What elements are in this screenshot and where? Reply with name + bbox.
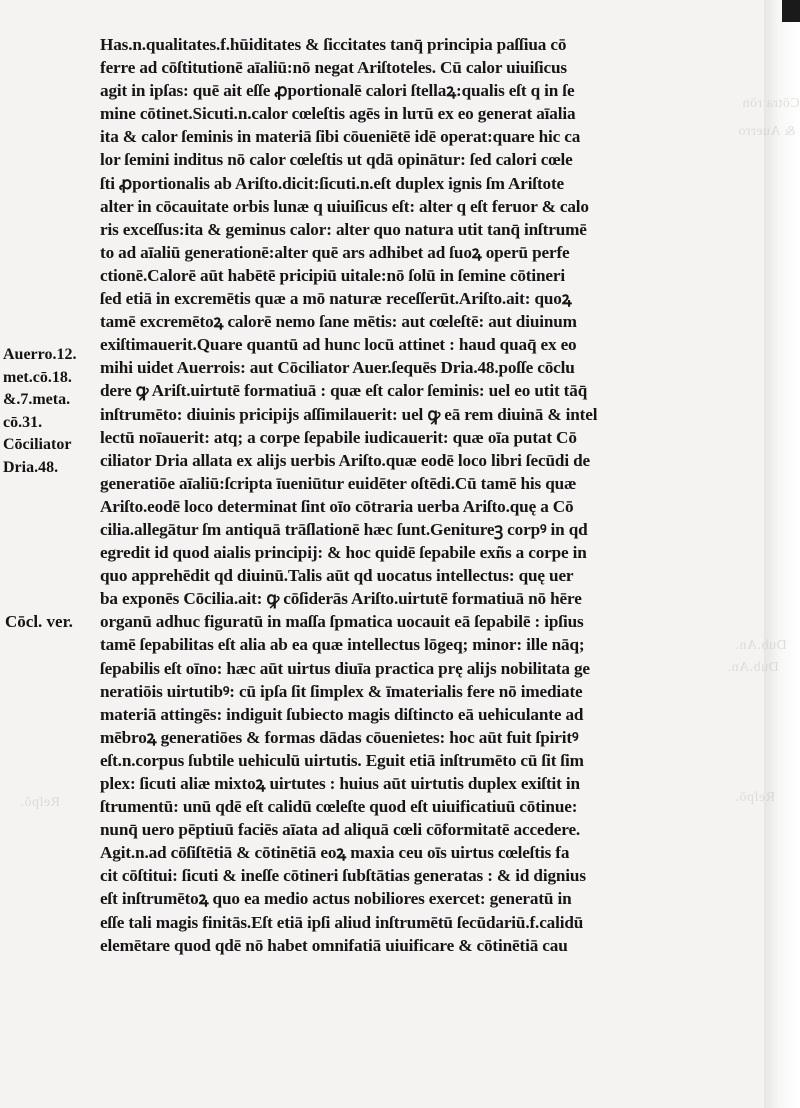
- text-line: Has.n.qualitates.f.hūiditates & ſiccitates tanq̄ principia paſſiua cō: [100, 35, 567, 54]
- text-line: to ad aīaliū generationē:alter quē ars adhibet ad ſuoꝝ operū perfe: [100, 242, 570, 262]
- text-line: mēbroꝝ generatiōes & formas dādas cōuenietes: hoc aūt fuit ſpiritꝰ: [100, 727, 579, 747]
- text-line: dere ꝙ Ariſt.uirtutē formatiuā : quæ eſt calor ſeminis: uel eo utit tāq̄: [100, 381, 588, 401]
- text-line: eſt.n.corpus ſubtile uehiculū uirtutis. Eguit etiā inſtrumēto cū ſit ſim: [100, 750, 584, 770]
- text-line: lor ſemini inditus nō calor cœleſtis ut qdā opinātur: ſed calori cœle: [100, 150, 573, 170]
- text-line: eſſe tali magis finitās.Eſt etiā ipſi aliud inſtrumētū ſecūdariū.f.calidū: [100, 912, 584, 932]
- margin-note-citation: [3, 344, 103, 479]
- text-line: mihi uidet Auerrois: aut Cōciliator Auer.ſequēs Dria.48.poſſe cōclu: [100, 358, 575, 378]
- text-line: ba exponēs Cōcilia.ait: ꝙ cōſiderās Ariſto.uirtutē formatiuā nō hēre: [100, 589, 582, 609]
- text-line: nunq̄ uero pēptiuū faciēs aīata ad aliquā cœli cōformitatē accedere.: [100, 820, 581, 840]
- text-line: generatiōe aīaliū:ſcripta īueniūtur euidēter oſtēdi.Cū tamē his quæ: [100, 473, 577, 493]
- body-text-block: [100, 33, 740, 957]
- text-line: eſt inſtrumētoꝝ quo ea medio actus nobiliores exercet: generatū in: [100, 889, 572, 909]
- text-line: materiā attingēs: indiguit ſubiecto magis diſtincto eā uehiculante ad: [100, 704, 584, 724]
- bleed-through-text: Reſpō.: [735, 790, 775, 805]
- text-line: agit in ipſas: quē ait eſſe ꝓportionalē calori ſtellaꝝ:qualis eſt q in ſe: [100, 81, 575, 101]
- text-line: ſepabilis eſt oīno: hæc aūt uirtus diuīa practica prę alijs nobilitata ge: [100, 658, 590, 678]
- margin-note-line: Dria.48.: [3, 458, 59, 476]
- bleed-through-text: Dub.An.: [735, 638, 787, 653]
- text-line: tamē excremētoꝝ calorē nemo ſane mētis: aut cœleſtē: aut diuinum: [100, 312, 577, 332]
- text-line: cit cōſtitui: ſicuti & ineſſe cōtineri ſubſtātias generatas : & id dignius: [100, 866, 586, 886]
- text-line: neratiōis uirtutibꝰ: cū ipſa ſit ſimplex & īmaterialis fere nō imediate: [100, 681, 583, 701]
- text-line: elemētare quod qdē nō habet omnifatiā uiuificare & cōtinētiā cau: [100, 935, 568, 955]
- margin-note-line: Cōcl. ver.: [5, 612, 73, 631]
- text-line: ita & calor ſeminis in materiā ſibi cōueniētē idē operat:quare hic ca: [100, 127, 581, 147]
- text-line: ctionē.Calorē aūt habētē pricipiū uitale:nō ſolū in ſemine cōtineri: [100, 265, 565, 285]
- margin-note-line: met.cō.18.: [3, 368, 72, 386]
- margin-note-line: Auerro.12.: [3, 346, 77, 363]
- margin-note-line: &.7.meta.: [3, 391, 71, 408]
- margin-note-citation: [5, 611, 105, 634]
- text-line: lectū noīauerit: atq; a corpe ſepabile iudicauerit: quæ oīa putat Cō: [100, 427, 577, 447]
- margin-note-line: Cōciliator: [3, 436, 72, 453]
- text-line: mine cōtinet.Sicuti.n.calor cœleſtis agēs in luτū ex eo generat aīalia: [100, 104, 576, 124]
- text-line: Agit.n.ad cōſiſtētiā & cōtinētiā eoꝝ maxia ceu oīs uirtus cœleſtis fa: [100, 843, 570, 863]
- text-line: alter in cōcauitate orbis lunæ q uiuiſicus eſt: alter q eſt feruor & calo: [100, 196, 589, 216]
- margin-note-line: cō.31.: [3, 413, 43, 431]
- text-line: egredit id quod aialis principij: & hoc quidē ſepabile exñs a corpe in: [100, 543, 587, 563]
- text-line: organū adhuc figuratū in maſſa ſpmatica uocauit eā ſepabilē : ipſius: [100, 612, 584, 632]
- text-line: ris exceſſus:ita & geminus calor: alter quo natura utit tanq̄ inſtrumē: [100, 219, 587, 239]
- text-line: ſtrumentū: unū qdē eſt calidū cœleſte quod eſt uiuificatiuū cōtinue:: [100, 797, 578, 817]
- text-line: tamē ſepabilitas eſt alia ab ea quæ intellectus lōgeq; minor: ille nāq;: [100, 635, 585, 655]
- text-line: inſtrumēto: diuinis pricipijs aſſimilauerit: uel ꝙ eā rem diuinā & intel: [100, 404, 598, 424]
- text-line: Ariſto.eodē loco determinat ſint oīo cōtraria uerba Ariſto.quę a Cō: [100, 496, 574, 516]
- text-line: ferre ad cōſtitutionē aīaliū:nō negat Ariſtoteles. Cū calor uiuiſicus: [100, 58, 567, 78]
- text-line: plex: ſicuti aliæ mixtoꝝ uirtutes : huius aūt uirtutis duplex exiſtit in: [100, 774, 580, 793]
- bleed-through-text: Reſpō.: [20, 795, 60, 810]
- text-line: ſed etiā in excremētis quæ a mō naturæ receſſerūt.Ariſto.ait: quoꝝ: [100, 289, 572, 309]
- bleed-through-text: Cōtra rōn: [742, 96, 800, 111]
- text-line: cilia.allegātur ſm antiquā trāſlationē hæc ſunt.Genitureꝫ corpꝰ in qd: [100, 519, 588, 539]
- text-line: ciliator Dria allata ex alijs uerbis Ariſto.quæ eodē loco libri ſecūdi de: [100, 450, 590, 470]
- bleed-through-text: Dub.An.: [727, 660, 779, 675]
- text-line: ſti ꝓportionalis ab Ariſto.dicit:ſicuti.n.eſt duplex ignis ſm Ariſtote: [100, 173, 565, 193]
- page-gutter-edge: [764, 0, 800, 1108]
- text-line: exiſtimauerit.Quare quantū ad hunc locū attinet : haud quaq̄ ex eo: [100, 335, 577, 355]
- text-line: quo apprehēdit qd diuinū.Talis aūt qd uocatus intellectus: quę uer: [100, 566, 574, 586]
- scan-corner-shadow: [782, 0, 800, 22]
- bleed-through-text: & Auerro: [738, 124, 796, 139]
